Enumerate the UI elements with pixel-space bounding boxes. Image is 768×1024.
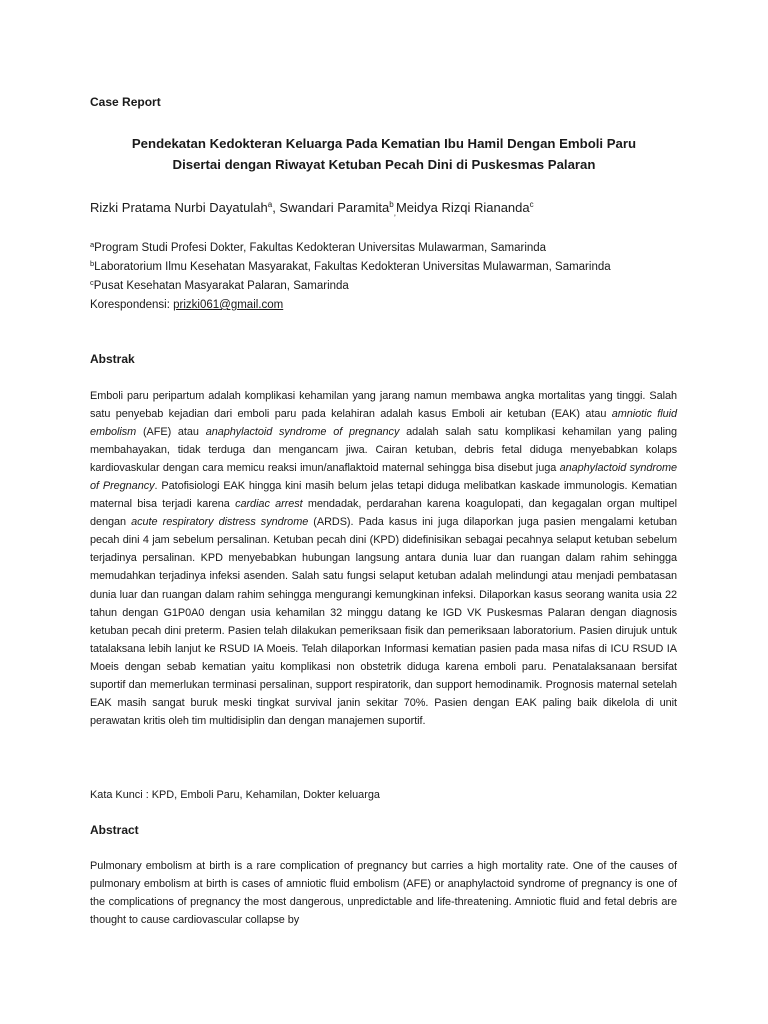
keywords-line: Kata Kunci : KPD, Emboli Paru, Kehamilan, Dokter keluarga [90, 789, 380, 801]
abstrak-italic-term: acute respiratory distress syndrome [131, 516, 309, 529]
affiliation-text: Program Studi Profesi Dokter, Fakultas Kedokteran Universitas Mulawarman, Samarinda [94, 242, 547, 254]
article-type-label: Case Report [90, 95, 161, 109]
affiliation-mark: a [90, 240, 95, 249]
abstrak-text: (ARDS). Pada kasus ini juga dilaporkan juga pasien mengalami ketuban pecah dini 4 jam sebelum persalinan. Ketuban pecah dini (KPD) didefinisikan sebagai pecahnya selaput ketuban sebelum terjadinya persalinan. KPD menyebabkan hubungan langsung antara dunia luar dan ruangan dalam rahim sehingga memudahkan terjadinya infeksi asenden. Salah satu fungsi selaput ketuban adalah melindungi atau menjadi pembatasan dunia luar dan ruangan dalam rahim sehingga mengurangi kemungkinan infeksi. Dilaporkan kasus seorang wanita usia 22 tahun dengan G1P0A0 dengan usia kehamilan 32 minggu datang ke IGD VK Puskesmas Palaran dengan diagnosis ketuban pecah dini preterm. Pasien telah dilakukan pemeriksaan fisik dan pemeriksaan laboratorium. Pasien dirujuk untuk tatalaksana lebih lanjut ke RSUD IA Moeis. Telah dilaporkan Informasi kematian pasien pada masa nifas di ICU RSUD IA Moeis dengan sebab kematian yaitu komplikasi non obstetrik diduga karena emboli paru. Penatalaksanaan bersifat suportif dan memerlukan terminasi persalinan, support respiratorik, dan support hemodinamik. Prognosis maternal setelah EAK masih sangat buruk meski tingkat survival janin sekitar 70%. Pasien dengan EAK paling baik dikelola di unit perawatan kritis oleh tim multidisiplin dan dengan manajemen suportif. [90, 516, 677, 727]
author-separator: , [393, 208, 396, 218]
author-name: Swandari Paramita [279, 200, 390, 215]
abstrak-italic-term: anaphylactoid syndrome of pregnancy [205, 426, 400, 439]
abstrak-paragraph [90, 387, 677, 730]
abstrak-italic-term: anaphylactoid syndrome of Pregnancy [90, 462, 678, 493]
affiliation-mark: b [90, 259, 95, 268]
author-name: Meidya Rizqi Riananda [395, 200, 530, 215]
affiliation-text: Laboratorium Ilmu Kesehatan Masyarakat, Fakultas Kedokteran Universitas Mulawarman, Samarinda [94, 261, 611, 273]
author-affil-mark: c [529, 200, 534, 209]
author-name: Rizki Pratama Nurbi Dayatulah [90, 200, 268, 215]
title-line-2: Disertai dengan Riwayat Ketuban Pecah Dini di Puskesmas Palaran [172, 157, 596, 172]
affiliation-text: Pusat Kesehatan Masyarakat Palaran, Samarinda [93, 280, 349, 292]
abstract-paragraph: Pulmonary embolism at birth is a rare complication of pregnancy but carries a high mortality rate. One of the causes of pulmonary embolism at birth is cases of amniotic fluid embolism (AFE) or anaphylactoid syndrome of pregnancy is one of the complications of pregnancy the most dangerous, unpredictable and life-threatening. Amniotic fluid and fetal debris are thought to cause cardiovascular collapse by [90, 860, 677, 927]
correspondence-email-link[interactable]: prizki061@gmail.com [173, 299, 284, 311]
abstrak-italic-term: amniotic fluid embolism [90, 408, 677, 439]
abstrak-text: . Patofisiologi EAK hingga kini masih belum jelas tetapi diduga melibatkan kaskade immunologis. Kematian maternal bisa terjadi karena [90, 480, 678, 511]
abstrak-text: adalah salah satu komplikasi kehamilan yang paling membahayakan, tidak terduga dan mengancam jiwa. Cairan ketuban, debris fetal diduga menyebabkan kolaps kardiovaskular dengan cara memicu reaksi imun/anaflaktoid maternal sehingga bisa disebut juga [90, 426, 678, 475]
abstrak-text: (AFE) atau [136, 426, 206, 439]
affiliation-b [90, 258, 677, 277]
article-title [84, 133, 684, 175]
author-list [90, 200, 677, 218]
author-affil-mark: b [389, 200, 394, 209]
correspondence-label: Korespondensi: [90, 299, 174, 311]
abstrak-italic-term: cardiac arrest [235, 498, 303, 511]
affiliation-list [90, 239, 677, 315]
affiliation-c [90, 277, 677, 296]
abstrak-text: mendadak, perdarahan karena koagulopati, dan kegagalan organ multipel dengan [90, 498, 677, 529]
title-line-1: Pendekatan Kedokteran Keluarga Pada Kematian Ibu Hamil Dengan Emboli Paru [131, 136, 637, 151]
author-separator: , [272, 200, 280, 215]
correspondence [90, 296, 677, 315]
affiliation-mark: c [90, 278, 94, 287]
author-affil-mark: a [267, 200, 273, 209]
affiliation-a [90, 239, 677, 258]
abstrak-heading: Abstrak [90, 352, 135, 366]
abstract-heading: Abstract [90, 823, 139, 837]
abstrak-text: Emboli paru peripartum adalah komplikasi kehamilan yang jarang namun membawa angka mortalitas yang tinggi. Salah satu penyebab kejadian dari emboli paru pada kelahiran adalah kasus Emboli air ketuban (EAK) atau [90, 390, 677, 421]
